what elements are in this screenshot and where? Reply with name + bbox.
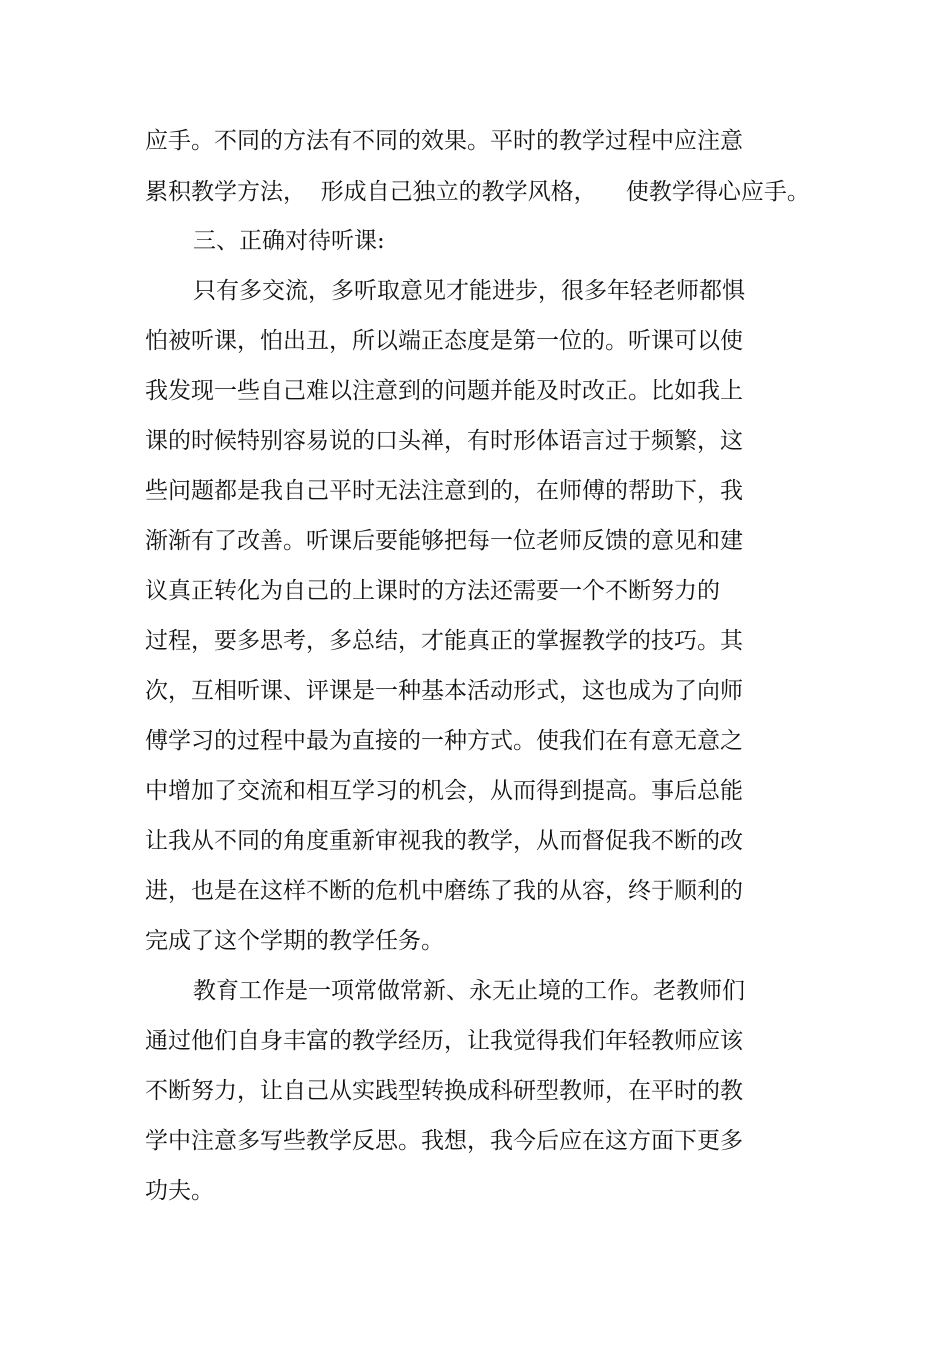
text-line: 议真正转化为自己的上课时的方法还需要一个不断努力的: [145, 578, 720, 604]
section-heading: 三、正确对待听课:: [193, 228, 385, 254]
text-line: 不断努力，让自己从实践型转换成科研型教师，在平时的教: [145, 1078, 743, 1104]
text-line: 累积教学方法， 形成自己独立的教学风格， 使教学得心应手。: [145, 179, 810, 205]
text-line: 通过他们自身丰富的教学经历，让我觉得我们年轻教师应该: [145, 1028, 743, 1054]
text-line: 次，互相听课、评课是一种基本活动形式，这也成为了向师: [145, 678, 743, 704]
paragraph-first-line: 只有多交流，多听取意见才能进步，很多年轻老师都惧: [193, 278, 745, 304]
text-line: 学中注意多写些教学反思。我想，我今后应在这方面下更多: [145, 1128, 743, 1154]
text-line: 应手。不同的方法有不同的效果。平时的教学过程中应注意: [145, 128, 743, 154]
paragraph-first-line: 教育工作是一项常做常新、永无止境的工作。老教师们: [193, 978, 745, 1004]
text-line: 我发现一些自己难以注意到的问题并能及时改正。比如我上: [145, 378, 743, 404]
text-line: 让我从不同的角度重新审视我的教学，从而督促我不断的改: [145, 828, 743, 854]
text-line: 功夫。: [145, 1178, 214, 1204]
text-line: 完成了这个学期的教学任务。: [145, 928, 444, 954]
text-line: 怕被听课，怕出丑，所以端正态度是第一位的。听课可以使: [145, 328, 743, 354]
text-line: 些问题都是我自己平时无法注意到的，在师傅的帮助下，我: [145, 478, 743, 504]
text-line: 过程，要多思考，多总结，才能真正的掌握教学的技巧。其: [145, 628, 743, 654]
text-line: 中增加了交流和相互学习的机会，从而得到提高。事后总能: [145, 778, 743, 804]
text-line: 傅学习的过程中最为直接的一种方式。使我们在有意无意之: [145, 728, 743, 754]
text-line: 课的时候特别容易说的口头禅，有时形体语言过于频繁，这: [145, 428, 743, 454]
text-line: 渐渐有了改善。听课后要能够把每一位老师反馈的意见和建: [145, 528, 743, 554]
text-line: 进，也是在这样不断的危机中磨练了我的从容，终于顺利的: [145, 878, 743, 904]
